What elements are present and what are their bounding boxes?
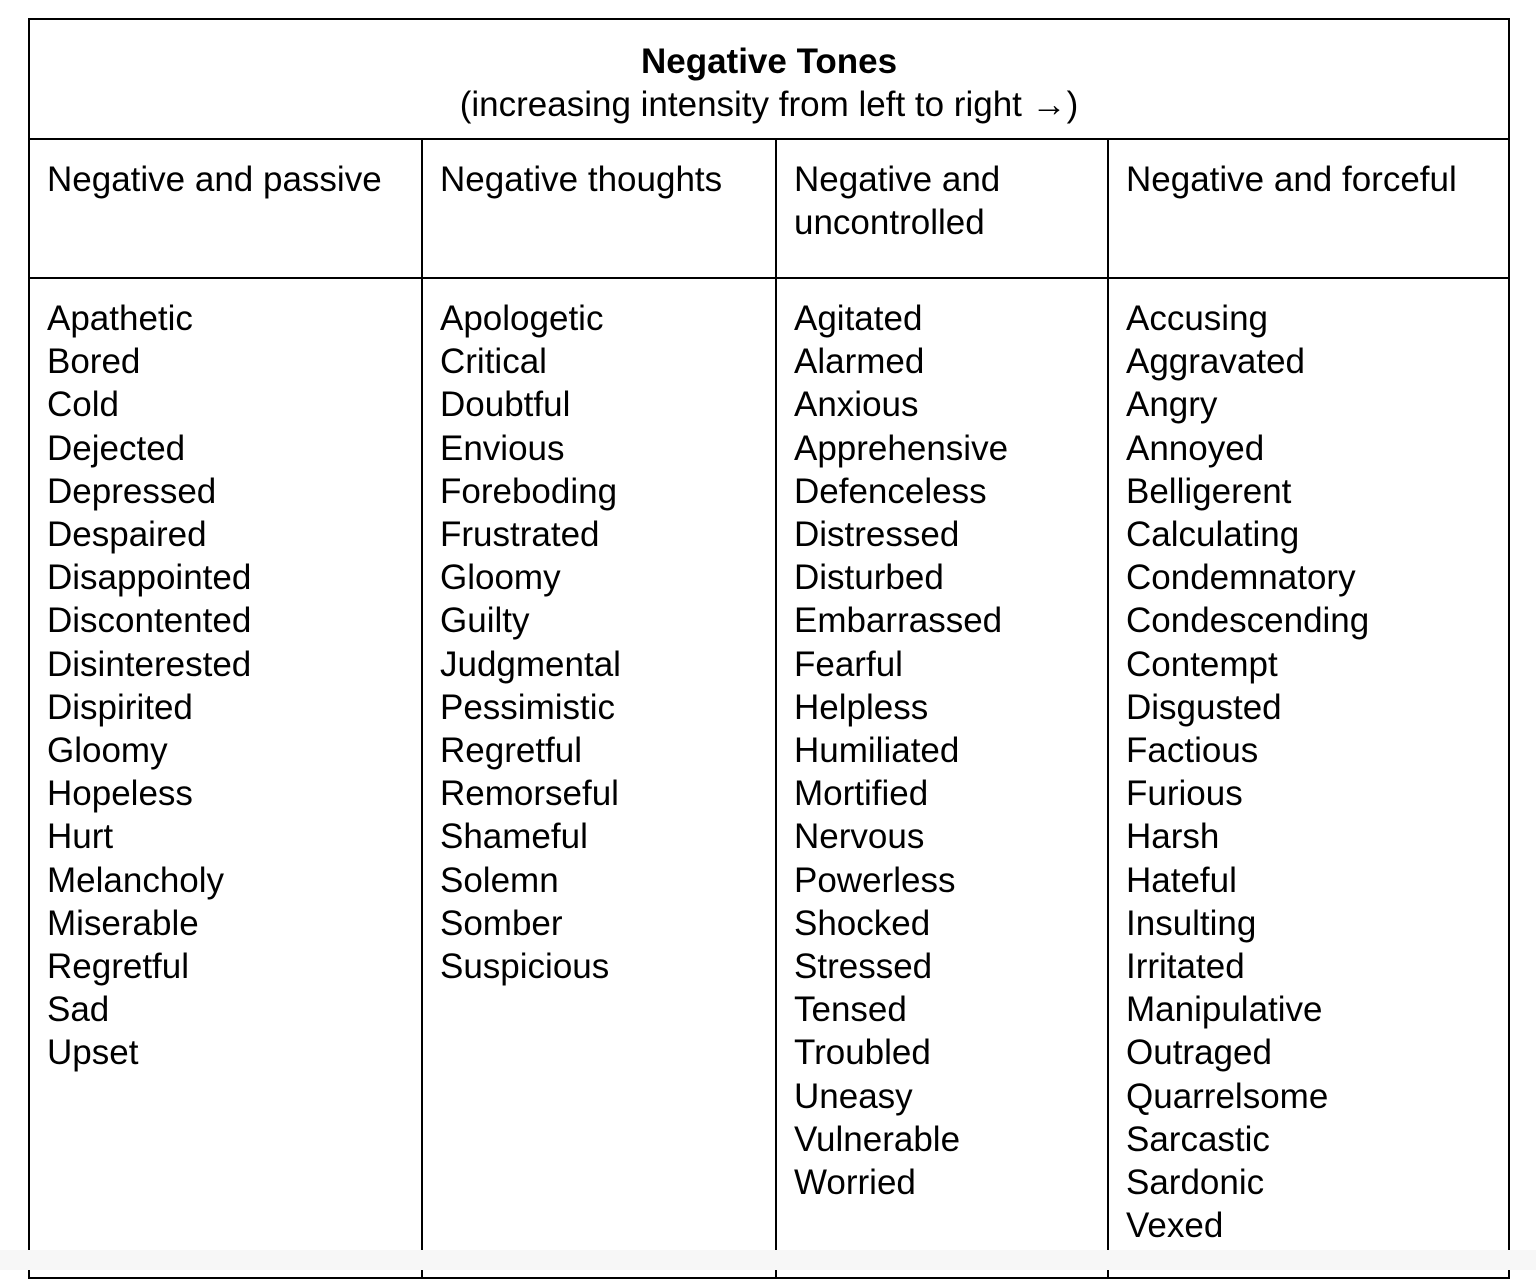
list-item: Agitated	[794, 299, 923, 338]
list-item: Apologetic	[440, 299, 604, 338]
list-item: Harsh	[1126, 817, 1220, 857]
list-item: Sardonic	[1126, 1163, 1265, 1203]
list-item: Uneasy	[794, 1076, 913, 1116]
list-item: Foreboding	[440, 471, 618, 511]
word-list-passive	[29, 278, 422, 1278]
list-item: Manipulative	[1126, 990, 1323, 1030]
list-item: Regretful	[440, 731, 583, 771]
list-item: Defenceless	[794, 471, 987, 511]
list-item: Embarrassed	[794, 601, 1003, 641]
list-item: Condescending	[1126, 601, 1370, 641]
list-item: Frustrated	[440, 515, 600, 555]
list-item: Mortified	[794, 774, 929, 814]
list-item: Worried	[794, 1163, 916, 1203]
list-item: Aggravated	[1126, 342, 1306, 382]
list-item: Hopeless	[47, 774, 193, 814]
list-item: Critical	[440, 342, 547, 382]
list-item: Stressed	[794, 947, 933, 987]
list-item: Helpless	[794, 687, 929, 727]
negative-tones-table	[28, 18, 1510, 1279]
list-item: Upset	[47, 1033, 139, 1073]
word-list-thoughts	[422, 278, 776, 1278]
list-item: Somber	[440, 903, 563, 943]
list-item: Depressed	[47, 471, 217, 511]
list-item: Quarrelsome	[1126, 1076, 1329, 1116]
list-item: Doubtful	[440, 385, 571, 425]
list-item: Solemn	[440, 860, 559, 900]
list-item: Gloomy	[47, 731, 168, 771]
list-item: Angry	[1126, 385, 1218, 425]
list-item: Shocked	[794, 903, 931, 943]
list-item: Suspicious	[440, 947, 610, 987]
list-item: Cold	[47, 385, 119, 425]
list-item: Regretful	[47, 947, 190, 987]
list-item: Outraged	[1126, 1033, 1272, 1073]
list-item: Remorseful	[440, 774, 619, 814]
list-item: Discontented	[47, 601, 252, 641]
table-title: Negative Tones	[640, 42, 898, 81]
list-item: Disgusted	[1126, 687, 1282, 727]
list-item: Apprehensive	[794, 428, 1009, 468]
list-item: Sarcastic	[1126, 1119, 1270, 1159]
list-item: Disinterested	[47, 644, 252, 684]
list-item: Dejected	[47, 428, 186, 468]
list-item: Contempt	[1126, 644, 1278, 684]
list-item: Bored	[47, 342, 141, 382]
list-item: Hurt	[47, 817, 114, 857]
list-item: Despaired	[47, 515, 207, 555]
list-item: Disappointed	[47, 558, 252, 598]
list-item: Calculating	[1126, 515, 1300, 555]
list-item: Miserable	[47, 903, 199, 943]
list-item: Vulnerable	[794, 1119, 961, 1159]
column-header-uncontrolled: Negative and uncontrolled	[776, 139, 1108, 278]
list-item: Powerless	[794, 860, 956, 900]
list-item: Furious	[1126, 774, 1243, 814]
column-header-passive: Negative and passive	[29, 139, 422, 278]
word-list-uncontrolled	[776, 278, 1108, 1278]
list-item: Accusing	[1126, 299, 1269, 338]
list-item: Anxious	[794, 385, 919, 425]
list-item: Factious	[1126, 731, 1259, 771]
page-bottom-edge	[0, 1250, 1536, 1270]
list-item: Gloomy	[440, 558, 561, 598]
list-item: Sad	[47, 990, 110, 1030]
word-list-forceful	[1108, 278, 1509, 1278]
list-item: Nervous	[794, 817, 925, 857]
column-header-thoughts: Negative thoughts	[422, 139, 776, 278]
list-item: Distressed	[794, 515, 960, 555]
column-header-forceful: Negative and forceful	[1108, 139, 1509, 278]
list-item: Dispirited	[47, 687, 193, 727]
table-subtitle: (increasing intensity from left to right →)	[459, 85, 1079, 124]
list-item: Alarmed	[794, 342, 925, 382]
list-item: Shameful	[440, 817, 588, 857]
list-item: Hateful	[1126, 860, 1237, 900]
list-item: Tensed	[794, 990, 907, 1030]
list-item: Troubled	[794, 1033, 931, 1073]
list-item: Insulting	[1126, 903, 1257, 943]
list-item: Envious	[440, 428, 565, 468]
list-item: Condemnatory	[1126, 558, 1356, 598]
list-item: Disturbed	[794, 558, 944, 598]
list-item: Fearful	[794, 644, 903, 684]
list-item: Belligerent	[1126, 471, 1292, 511]
list-item: Melancholy	[47, 860, 225, 900]
table-title-cell	[29, 19, 1509, 139]
list-item: Judgmental	[440, 644, 621, 684]
list-item: Humiliated	[794, 731, 960, 771]
list-item: Guilty	[440, 601, 530, 641]
list-item: Annoyed	[1126, 428, 1265, 468]
list-item: Vexed	[1126, 1206, 1224, 1246]
list-item: Pessimistic	[440, 687, 616, 727]
list-item: Irritated	[1126, 947, 1245, 987]
list-item: Apathetic	[47, 299, 193, 338]
